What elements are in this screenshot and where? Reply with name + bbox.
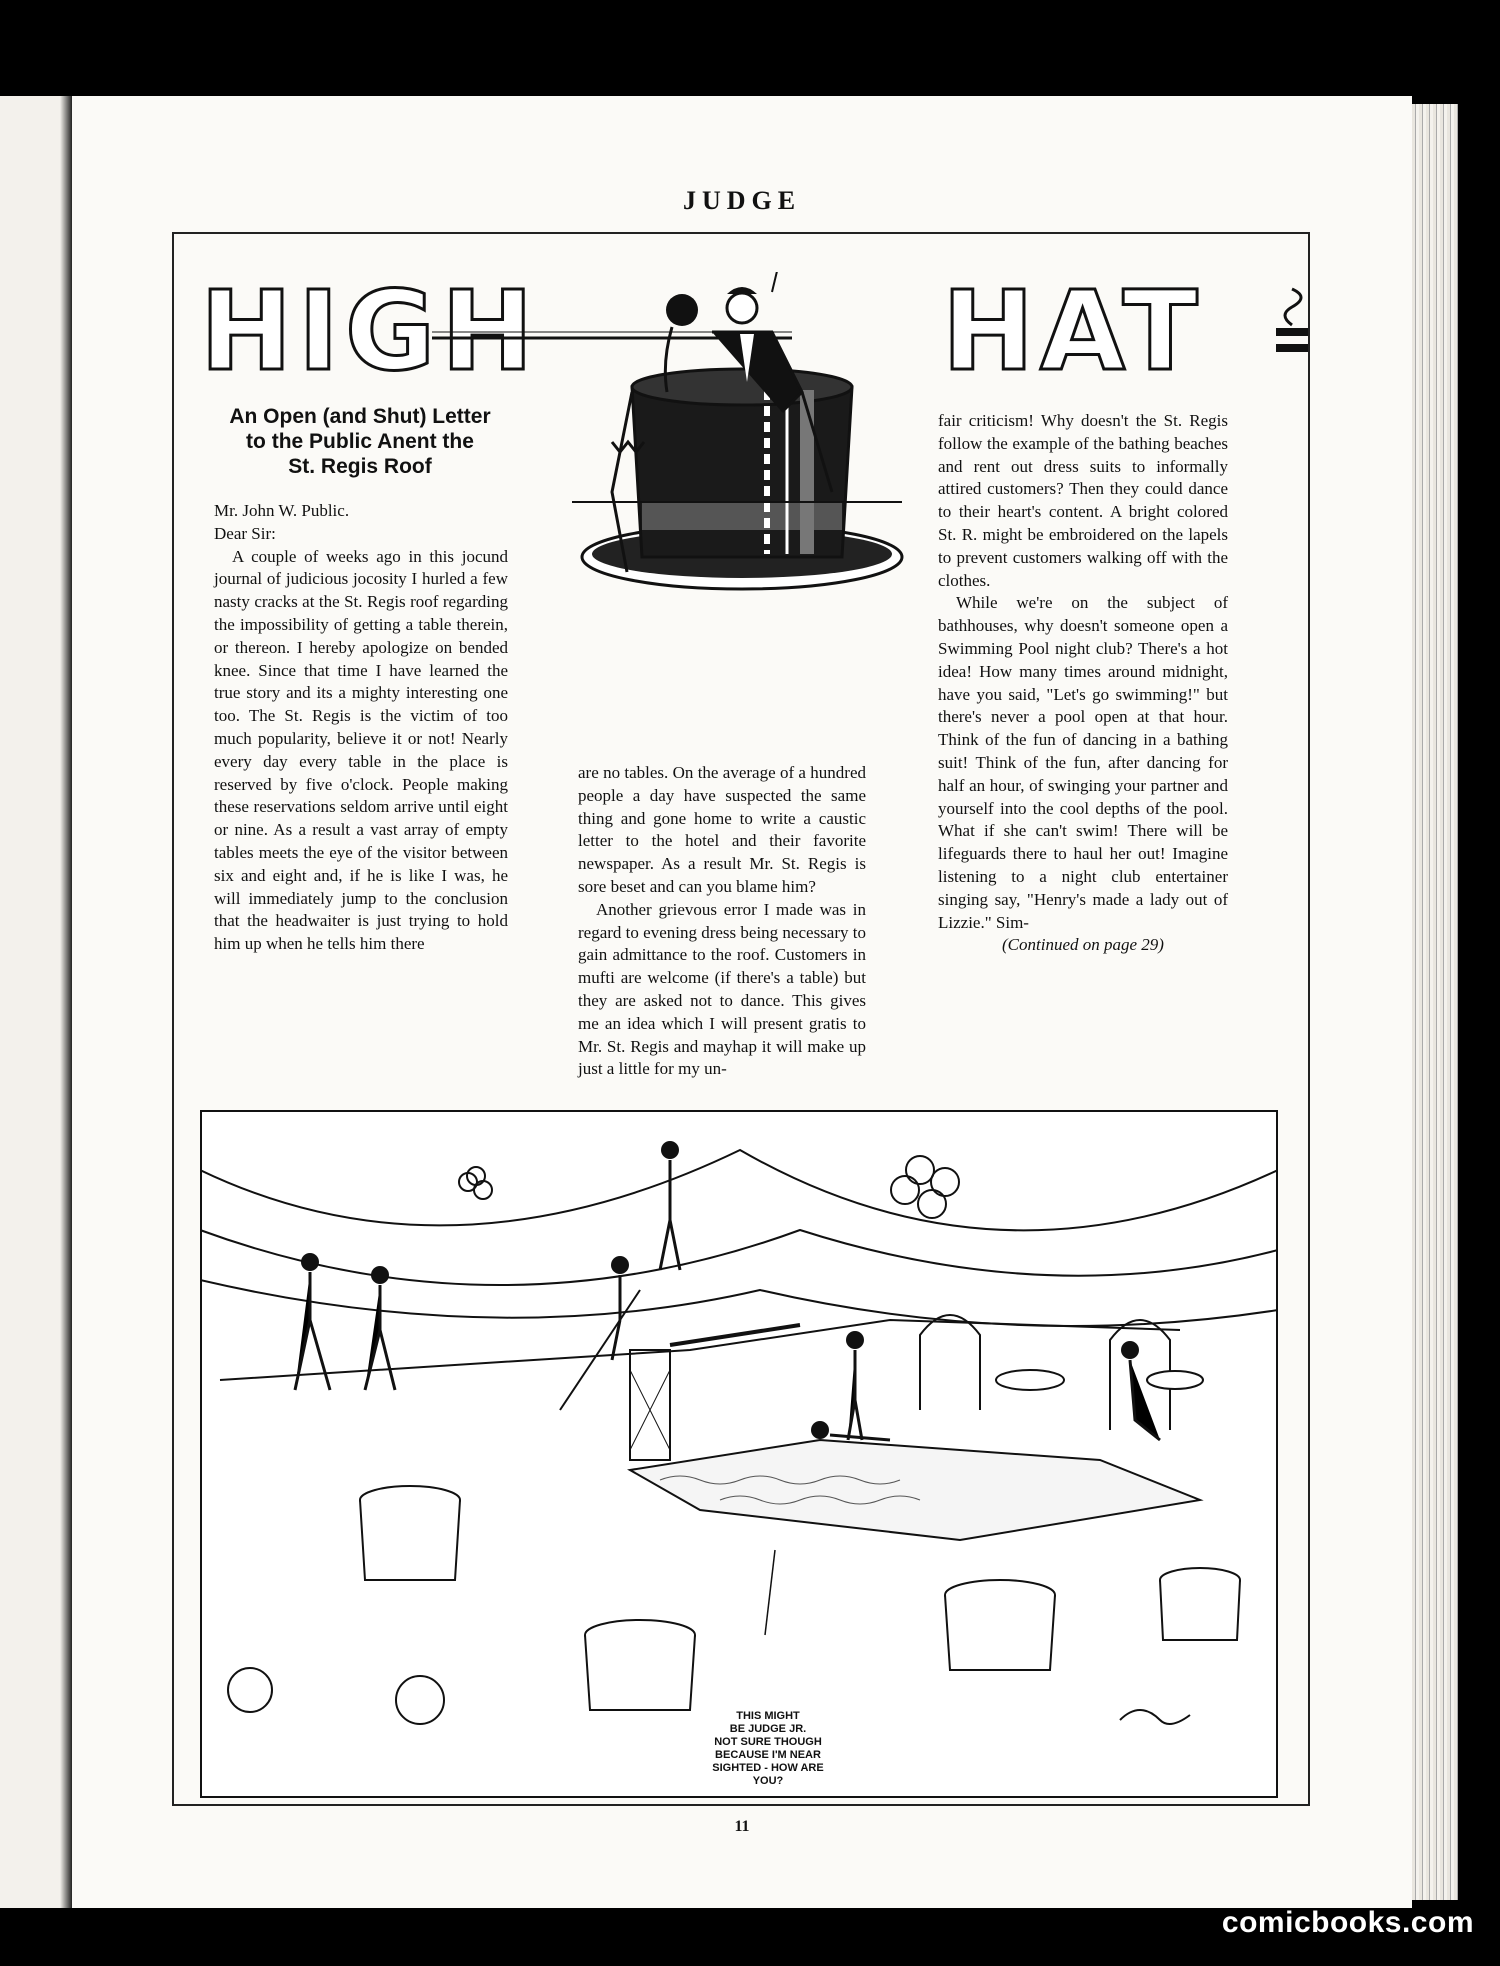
article-paragraph: A couple of weeks ago in this jocund journal of judicious jocosity I hurled a few nasty cracks at the St. Regis roof regarding the impossibility of getting a table therein, or thereon. I hereby apologize on bended knee. Since that time I have learned the true story and its a mighty interesting one too. The St. Regis is the victim of too much popularity, believe it or not! Nearly every day every table in the place is reserved by five o'clock. People making these reservations seldom arrive until eight or nine. As a result a vast array of empty tables meets the eye of the visitor between six and eight and, if he is like I was, he will immediately jump to the conclusion that the headwaiter is just trying to hold him up when he tells him there [214,546,508,954]
salutation-name: Mr. John W. Public. [214,501,350,520]
cartoon-caption-note [708,1710,828,1788]
title-hat: HAT [942,267,1204,395]
article-paragraph: Another grievous error I made was in regard to evening dress being necessary to gain admittance to the roof. Customers in mufti are welcome (if there's a table) but they are asked not to dance. This gives me an idea which I will present gratis to Mr. St. Regis and mayhap it will make up just a little for my un- [578,899,866,1079]
note-line: THIS MIGHT [736,1710,800,1722]
magazine-page [72,96,1412,1908]
headline-line-3: St. Regis Roof [288,455,432,479]
title-swash [1272,284,1312,374]
note-line: NOT SURE THOUGH [714,1736,822,1748]
left-page-edge [0,96,72,1908]
article-column-1 [214,500,508,956]
note-line: YOU? [752,1775,784,1787]
top-hat-couple-illustration [572,272,912,612]
page-number: 11 [734,1818,750,1835]
article-column-2 [578,762,866,1081]
watermark: comicbooks.com [1221,1906,1474,1939]
note-line: SIGHTED - HOW ARE [712,1762,824,1774]
article-column-3 [938,410,1228,957]
article-paragraph: are no tables. On the average of a hundred people a day have suspected the same thing and gone home to write a caustic letter to the hotel and their favorite newspaper. As a result Mr. St. Regis is sore beset and can you blame him? [578,763,866,896]
stacked-page-edges [1412,104,1458,1900]
salutation-greeting: Dear Sir: [214,523,276,543]
article-paragraph: fair criticism! Why doesn't the St. Regis follow the example of the bathing beaches and rent out dress suits to informally attired customers? Then they could dance to their heart's content. A bright colored St. R. might be embroidered on the lapels to prevent customers walking off with the clothes. [938,411,1228,590]
article-paragraph: While we're on the subject of bathhouses, why doesn't someone open a Swimming Pool night club? There's a hot idea! How many times around midnight, have you said, "Let's go swimming!" but there's never a pool open at that hour. Think of the fun of dancing in a bathing suit! Think of the fun, after dancing for half an hour, of swinging your partner and yourself into the cool depths of the pool. What if she can't swim! There will be lifeguards there to haul her out! Imagine listening to a night club entertainer singing say, "Henry's made a lady out of Lizzie." Sim- [938,593,1228,932]
continued-line: (Continued on page 29) [1002,935,1164,955]
title-high: HIGH [200,267,540,395]
headline-line-2: to the Public Anent the [246,430,474,454]
headline-line-1: An Open (and Shut) Letter [229,405,491,428]
note-line: BE JUDGE JR. [729,1723,807,1735]
running-head: JUDGE [682,186,802,215]
swimming-pool-nightclub-cartoon [200,1110,1278,1798]
note-line: BECAUSE I'M NEAR [715,1749,821,1761]
article-headline [210,404,510,480]
